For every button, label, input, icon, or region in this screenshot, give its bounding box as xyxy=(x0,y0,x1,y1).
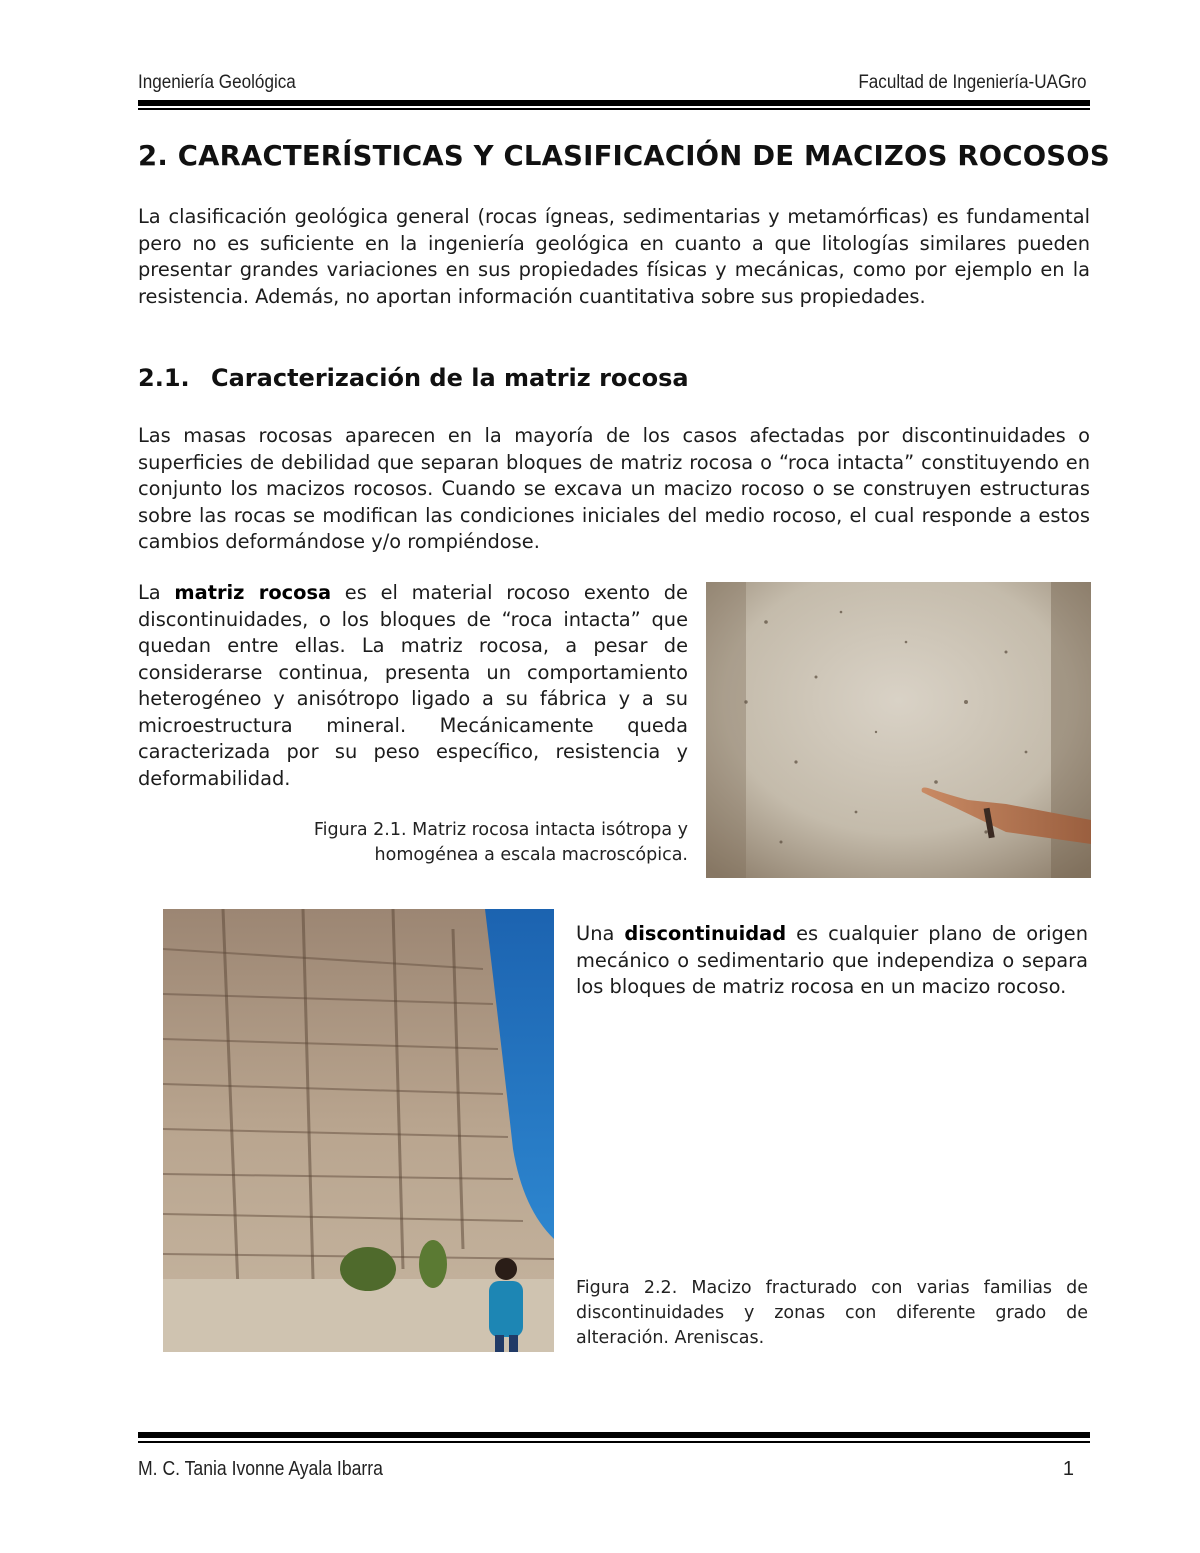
footer-rule-thick xyxy=(138,1432,1090,1438)
running-header-right: Facultad de Ingeniería-UAGro xyxy=(857,72,1086,93)
chapter-title: 2. CARACTERÍSTICAS Y CLASIFICACIÓN DE MACIZOS ROCOSOS xyxy=(138,140,1110,172)
term-discontinuidad: discontinuidad xyxy=(624,922,787,945)
paragraph-3-lead: Una xyxy=(576,922,625,945)
fractured-rock-mass-image xyxy=(163,909,554,1352)
page-number: 1 xyxy=(1062,1458,1074,1480)
figure-2-1-photo xyxy=(706,582,1091,878)
intro-paragraph: La clasificación geológica general (rocas ígneas, sedimentarias y metamórficas) es fundamental pero no es suficiente en la ingeniería geológica en cuanto a que litologías similares pueden presentar grandes variaciones en sus propiedades físicas y mecánicas, como por ejemplo en la resistencia. Además, no aportan información cuantitativa sobre sus propiedades. xyxy=(138,205,1090,308)
section-number: 2.1. xyxy=(138,364,190,392)
section-paragraph-1: Las masas rocosas aparecen en la mayoría de los casos afectadas por discontinuidades o superficies de debilidad que separan bloques de matriz rocosa o “roca intacta” constituyendo en conjunto los macizos rocosos. Cuando se excava un macizo rocoso o se construyen estructuras sobre las rocas se modifican las condiciones iniciales del medio rocoso, el cual responde a estos cambios deformándose y/o rompiéndose. xyxy=(138,424,1090,553)
rock-matrix-image xyxy=(706,582,1091,878)
section-heading xyxy=(138,364,689,392)
footer-author: M. C. Tania Ivonne Ayala Ibarra xyxy=(138,1458,383,1480)
header-rule-thin xyxy=(138,108,1090,110)
section-paragraph-2 xyxy=(138,580,688,792)
paragraph-2-rest: es el material rocoso exento de discontinuidades, o los bloques de “roca intacta” que quedan entre ellas. La matriz rocosa, a pesar de considerarse continua, presenta un comportamiento heterogéneo y anisótropo ligado a su fábrica y a su microestructura mineral. Mecánicamente queda caracterizada por su peso específico, resistencia y deformabilidad. xyxy=(138,581,688,790)
figure-2-2-photo xyxy=(163,909,554,1352)
figure-2-1-caption: Figura 2.1. Matriz rocosa intacta isótropa y homogénea a escala macroscópica. xyxy=(313,820,688,865)
section-title: Caracterización de la matriz rocosa xyxy=(211,364,689,392)
running-header-left: Ingeniería Geológica xyxy=(138,72,296,93)
footer-rule-thin xyxy=(138,1441,1090,1443)
paragraph-3-rest: es cualquier plano de origen mecánico o sedimentario que independiza o separa los bloques de matriz rocosa en un macizo rocoso. xyxy=(576,922,1088,998)
header-rule-thick xyxy=(138,100,1090,106)
section-paragraph-3 xyxy=(576,921,1088,1001)
term-matriz-rocosa: matriz rocosa xyxy=(174,581,332,604)
figure-2-2-caption: Figura 2.2. Macizo fracturado con varias familias de discontinuidades y zonas con diferente grado de alteración. Areniscas. xyxy=(576,1278,1088,1348)
paragraph-2-lead: La xyxy=(138,581,175,604)
